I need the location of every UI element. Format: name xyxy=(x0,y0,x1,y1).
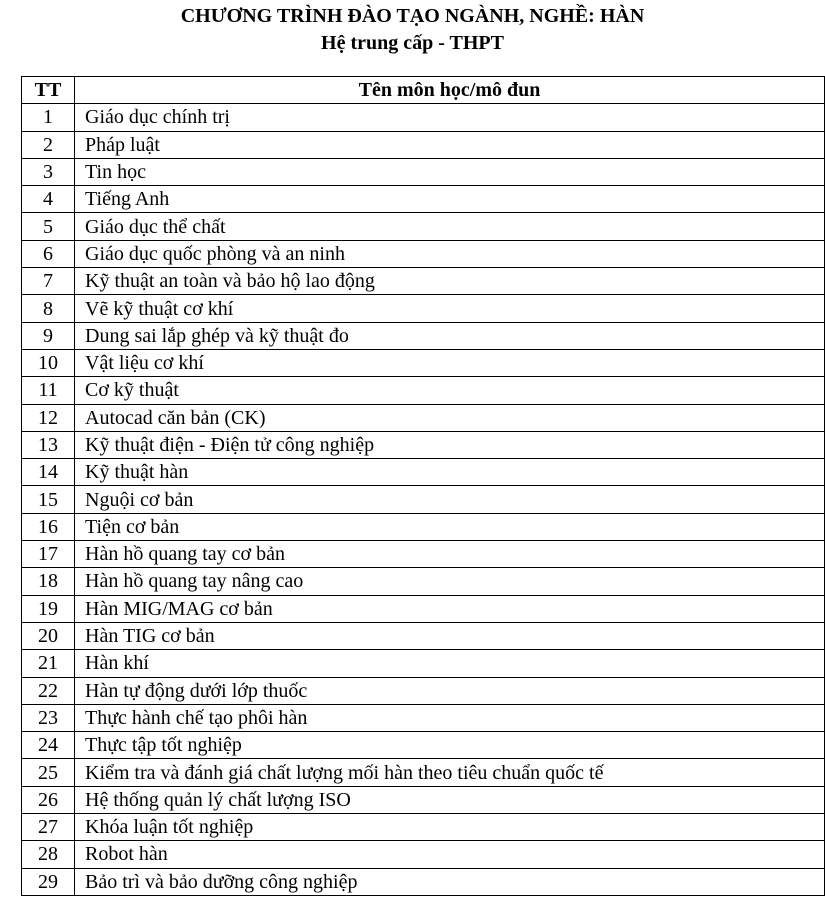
row-number: 18 xyxy=(22,568,75,595)
row-number: 24 xyxy=(22,732,75,759)
row-number: 8 xyxy=(22,295,75,322)
row-number: 20 xyxy=(22,622,75,649)
subject-name: Khóa luận tốt nghiệp xyxy=(75,814,825,841)
table-row xyxy=(22,704,825,731)
table-row xyxy=(22,322,825,349)
table-row xyxy=(22,732,825,759)
table-row xyxy=(22,268,825,295)
table-body xyxy=(22,104,825,896)
row-number: 2 xyxy=(22,131,75,158)
subject-name: Autocad căn bản (CK) xyxy=(75,404,825,431)
subject-name: Tin học xyxy=(75,158,825,185)
row-number: 19 xyxy=(22,595,75,622)
subject-name: Hệ thống quản lý chất lượng ISO xyxy=(75,786,825,813)
subject-name: Hàn hồ quang tay cơ bản xyxy=(75,541,825,568)
table-row xyxy=(22,622,825,649)
table-row xyxy=(22,814,825,841)
row-number: 6 xyxy=(22,240,75,267)
row-number: 12 xyxy=(22,404,75,431)
row-number: 9 xyxy=(22,322,75,349)
subject-name: Giáo dục chính trị xyxy=(75,104,825,131)
subject-name: Pháp luật xyxy=(75,131,825,158)
table-row xyxy=(22,404,825,431)
table-row xyxy=(22,295,825,322)
subject-name: Robot hàn xyxy=(75,841,825,868)
row-number: 7 xyxy=(22,268,75,295)
row-number: 28 xyxy=(22,841,75,868)
table-row xyxy=(22,541,825,568)
row-number: 1 xyxy=(22,104,75,131)
subject-name: Hàn TIG cơ bản xyxy=(75,622,825,649)
subject-name: Cơ kỹ thuật xyxy=(75,377,825,404)
subject-name: Hàn tự động dưới lớp thuốc xyxy=(75,677,825,704)
row-number: 29 xyxy=(22,868,75,895)
table-row xyxy=(22,868,825,895)
document-title: CHƯƠNG TRÌNH ĐÀO TẠO NGÀNH, NGHỀ: HÀN xyxy=(180,5,645,27)
subject-name: Kỹ thuật an toàn và bảo hộ lao động xyxy=(75,268,825,295)
subject-name: Kỹ thuật điện - Điện tử công nghiệp xyxy=(75,431,825,458)
table-row xyxy=(22,377,825,404)
table-row xyxy=(22,486,825,513)
row-number: 3 xyxy=(22,158,75,185)
document-subtitle: Hệ trung cấp - THPT xyxy=(321,32,504,54)
row-number: 27 xyxy=(22,814,75,841)
table-row xyxy=(22,759,825,786)
table-row xyxy=(22,158,825,185)
row-number: 21 xyxy=(22,650,75,677)
table-row xyxy=(22,349,825,376)
row-number: 23 xyxy=(22,704,75,731)
table-row xyxy=(22,786,825,813)
subject-name: Dung sai lắp ghép và kỹ thuật đo xyxy=(75,322,825,349)
table-row xyxy=(22,595,825,622)
table-row xyxy=(22,841,825,868)
subject-name: Tiện cơ bản xyxy=(75,513,825,540)
table-row xyxy=(22,104,825,131)
subject-name: Bảo trì và bảo dưỡng công nghiệp xyxy=(75,868,825,895)
table-row xyxy=(22,650,825,677)
subject-name: Vẽ kỹ thuật cơ khí xyxy=(75,295,825,322)
table-row xyxy=(22,213,825,240)
row-number: 16 xyxy=(22,513,75,540)
subject-name: Hàn hồ quang tay nâng cao xyxy=(75,568,825,595)
row-number: 5 xyxy=(22,213,75,240)
subject-name: Giáo dục quốc phòng và an ninh xyxy=(75,240,825,267)
subject-name: Kỹ thuật hàn xyxy=(75,459,825,486)
row-number: 13 xyxy=(22,431,75,458)
row-number: 26 xyxy=(22,786,75,813)
table-row xyxy=(22,568,825,595)
row-number: 15 xyxy=(22,486,75,513)
row-number: 14 xyxy=(22,459,75,486)
table-row xyxy=(22,677,825,704)
subject-name: Hàn khí xyxy=(75,650,825,677)
row-number: 4 xyxy=(22,186,75,213)
table-row xyxy=(22,186,825,213)
subject-name: Tiếng Anh xyxy=(75,186,825,213)
table-row xyxy=(22,459,825,486)
table-row xyxy=(22,431,825,458)
subject-name: Thực tập tốt nghiệp xyxy=(75,732,825,759)
row-number: 25 xyxy=(22,759,75,786)
header-tt: TT xyxy=(22,77,75,104)
table-row xyxy=(22,131,825,158)
table-row xyxy=(22,240,825,267)
row-number: 11 xyxy=(22,377,75,404)
subject-name: Giáo dục thể chất xyxy=(75,213,825,240)
curriculum-table xyxy=(21,76,825,896)
table-row xyxy=(22,513,825,540)
row-number: 22 xyxy=(22,677,75,704)
subject-name: Thực hành chế tạo phôi hàn xyxy=(75,704,825,731)
subject-name: Nguội cơ bản xyxy=(75,486,825,513)
table-header-row xyxy=(22,77,825,104)
header-subject-name: Tên môn học/mô đun xyxy=(75,77,825,104)
subject-name: Hàn MIG/MAG cơ bản xyxy=(75,595,825,622)
subject-name: Vật liệu cơ khí xyxy=(75,349,825,376)
subject-name: Kiểm tra và đánh giá chất lượng mối hàn theo tiêu chuẩn quốc tế xyxy=(75,759,825,786)
row-number: 10 xyxy=(22,349,75,376)
row-number: 17 xyxy=(22,541,75,568)
